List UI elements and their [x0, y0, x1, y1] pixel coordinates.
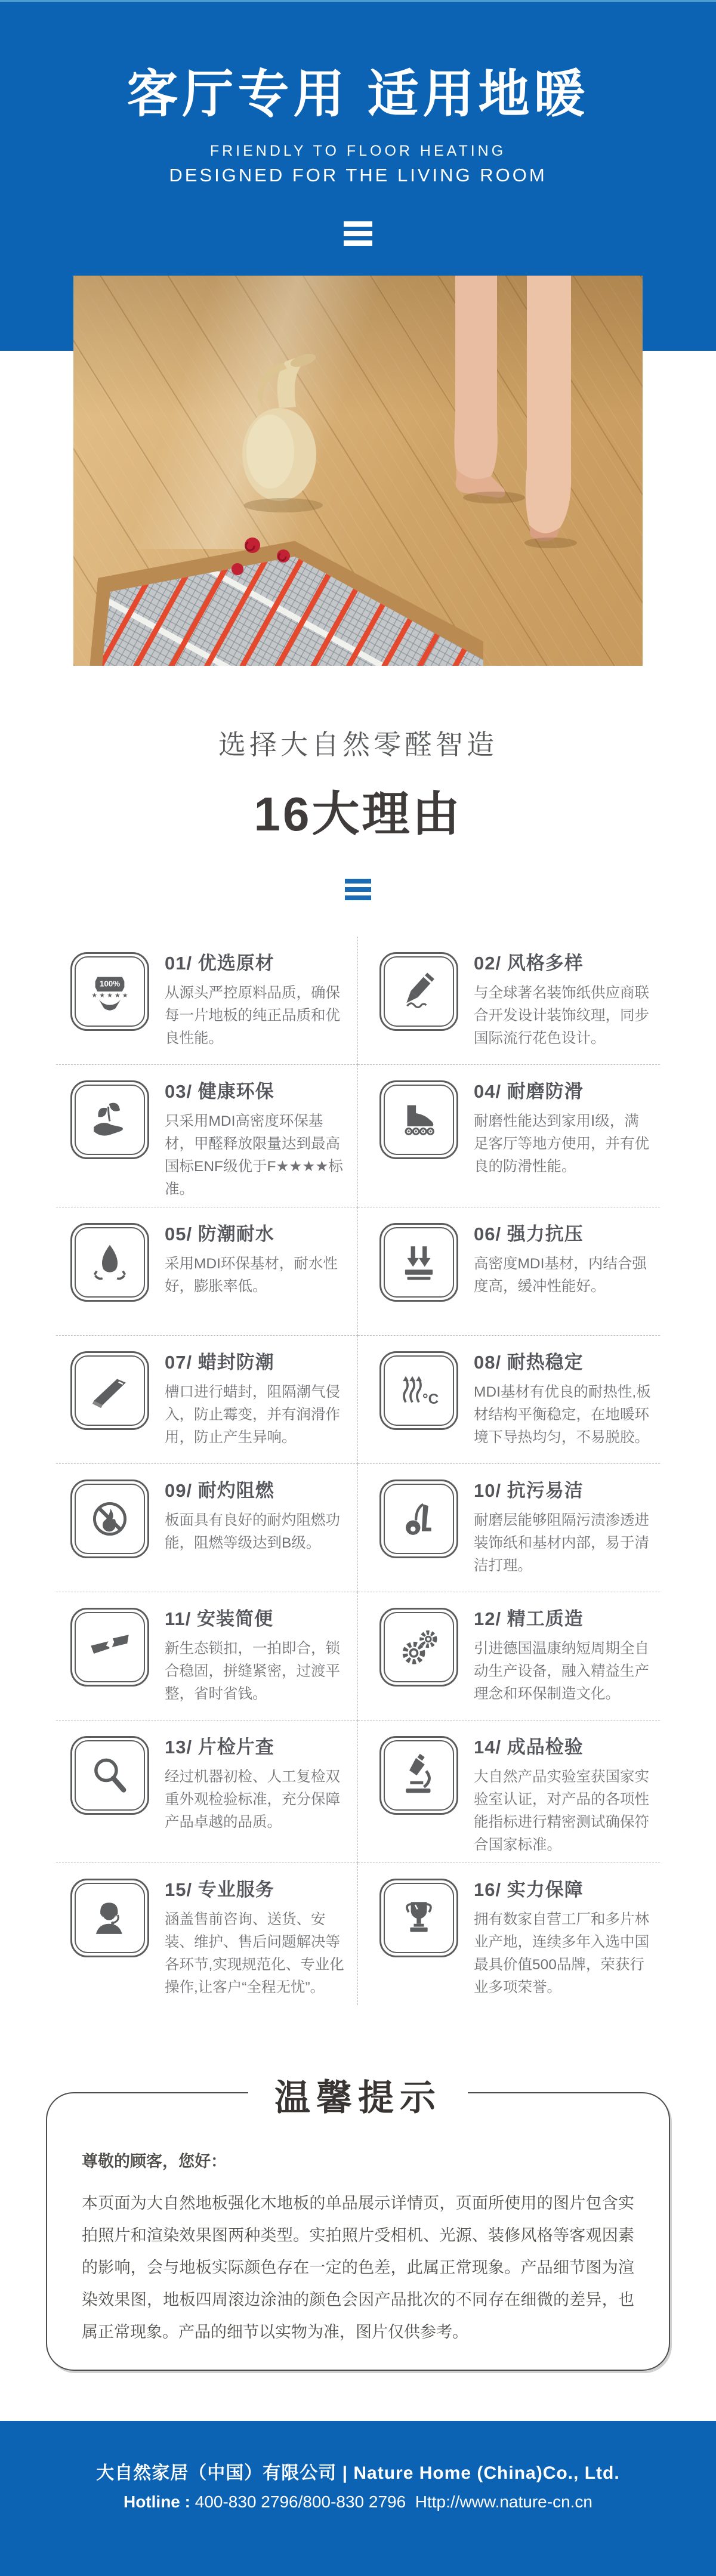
reason-description: 采用MDI环保基材，耐水性好，膨胀率低。: [165, 1256, 338, 1295]
footer-contact: [0, 2492, 716, 2512]
water-drop-icon: [75, 1227, 145, 1298]
product-photo: [73, 276, 643, 666]
reason-title: 15/ 专业服务: [165, 1879, 274, 1901]
reason-title: 11/ 安装简便: [165, 1608, 274, 1630]
trophy-icon: [384, 1883, 454, 1953]
notice-title: 温馨提示: [248, 2070, 468, 2121]
hamburger-divider-icon: [344, 217, 372, 250]
reason-description: 高密度MDI基材，内结合强度高，缓冲性能好。: [474, 1256, 647, 1295]
hamburger-divider-blue-icon: [345, 875, 371, 904]
reason-title: 10/ 抗污易洁: [474, 1480, 584, 1502]
reason-description: 耐磨性能达到家用Ⅰ级，满足客厅等地方使用，并有优良的防滑性能。: [474, 1113, 649, 1175]
no-fire-icon: [75, 1484, 145, 1554]
vacuum-icon: [384, 1484, 454, 1554]
reason-title: 06/ 强力抗压: [474, 1224, 584, 1245]
reason-item-12: [358, 1592, 660, 1721]
reason-item-01: [56, 937, 358, 1065]
microscope-icon: [384, 1740, 454, 1811]
notice-section: [0, 2005, 716, 2371]
reason-title: 05/ 防潮耐水: [165, 1224, 274, 1245]
notice-greeting: 尊敬的顾客，您好：: [82, 2152, 227, 2171]
reason-description: 从源头严控原料品质，确保每一片地板的纯正品质和优良性能。: [165, 985, 340, 1047]
jug-figure: [242, 351, 323, 512]
reason-description: 耐磨层能够阻隔污渍渗透进装饰纸和基材内部，易于清洁打理。: [474, 1512, 649, 1574]
reason-title: 13/ 片检片查: [165, 1737, 274, 1758]
reason-description: 经过机器初检、人工复检双重外观检验标准，充分保障产品卓越的品质。: [165, 1769, 340, 1831]
roller-skate-icon: [384, 1085, 454, 1155]
reason-item-11: [56, 1592, 358, 1721]
heat-temp-icon: [384, 1355, 454, 1426]
eco-hand-icon: [75, 1085, 145, 1155]
reason-title: 14/ 成品检验: [474, 1737, 584, 1758]
reason-title: 01/ 优选原材: [165, 953, 274, 974]
footer-website: Http://www.nature-cn.cn: [415, 2492, 592, 2512]
service-agent-icon: [75, 1883, 145, 1953]
gears-icon: [384, 1612, 454, 1682]
feet-figure: [454, 276, 577, 548]
page-subtitle-en-1: FRIENDLY TO FLOOR HEATING: [209, 143, 507, 159]
reason-description: 板面具有良好的耐灼阻燃功能，阻燃等级达到B级。: [165, 1512, 340, 1552]
svg-text:100%: 100%: [99, 979, 121, 989]
notice-box: [46, 2078, 670, 2371]
page-subtitle-en-2: DESIGNED FOR THE LIVING ROOM: [169, 165, 547, 186]
footer-hotline-number: 400-830 2796/800-830 2796: [195, 2492, 406, 2512]
footer: [0, 2421, 716, 2576]
svg-text:°C: °C: [422, 1391, 439, 1408]
reason-item-09: [56, 1464, 358, 1592]
footer-company: 大自然家居（中国）有限公司 | Nature Home (China)Co., Ltd.: [96, 2463, 620, 2484]
reason-item-03: [56, 1065, 358, 1207]
reason-title: 08/ 耐热稳定: [474, 1352, 584, 1373]
reasons-intro: [0, 666, 716, 937]
reason-item-04: [358, 1065, 660, 1207]
reason-description: 引进德国温康纳短周期全自动生产设备，融入精益生产理念和环保制造文化。: [474, 1641, 649, 1703]
wax-plank-icon: [75, 1355, 145, 1426]
reason-item-14: [358, 1721, 660, 1863]
reason-description: MDI基材有优良的耐热性,板材结构平衡稳定，在地暖环境下导热均匀，不易脱胶。: [474, 1384, 651, 1446]
reason-description: 大自然产品实验室获国家实验室认证，对产品的各项性能指标进行精密测试确保符合国家标准。: [474, 1769, 649, 1854]
reason-description: 槽口进行蜡封，阻隔潮气侵入，防止霉变，并有润滑作用，防止产生异响。: [165, 1384, 340, 1446]
intro-subtitle: 16大理由: [254, 787, 462, 841]
reason-title: 16/ 实力保障: [474, 1879, 584, 1901]
magnifier-icon: [75, 1740, 145, 1811]
badge-100-icon: [75, 956, 145, 1027]
intro-title: 选择大自然零醛智造: [218, 729, 498, 760]
reason-title: 04/ 耐磨防滑: [474, 1081, 584, 1102]
reason-description: 与全球著名装饰纸供应商联合开发设计装饰纹理，同步国际流行花色设计。: [474, 985, 649, 1047]
reason-title: 09/ 耐灼阻燃: [165, 1480, 274, 1502]
reason-title: 02/ 风格多样: [474, 953, 584, 974]
reason-item-07: [56, 1336, 358, 1464]
click-lock-icon: [75, 1612, 145, 1682]
reason-description: 新生态锁扣，一拍即合，锁合稳固，拼缝紧密，过渡平整，省时省钱。: [165, 1641, 340, 1703]
reason-description: 涵盖售前咨询、送货、安装、维护、售后问题解决等各环节,实现规范化、专业化操作,让客户“全程无忧”。: [165, 1911, 344, 1996]
rose-petals: [232, 538, 290, 575]
reason-item-08: [358, 1336, 660, 1464]
reason-title: 12/ 精工质造: [474, 1608, 584, 1630]
reason-item-05: [56, 1207, 358, 1336]
reason-item-10: [358, 1464, 660, 1592]
svg-text:★ ★ ★ ★ ★: ★ ★ ★ ★ ★: [91, 992, 128, 999]
reasons-grid: [56, 937, 660, 2005]
footer-hotline-label: Hotline :: [123, 2492, 190, 2512]
reason-item-02: [358, 937, 660, 1065]
photo-overlay-figures: [73, 276, 643, 666]
pencil-icon: [384, 956, 454, 1027]
compress-arrows-icon: [384, 1227, 454, 1298]
reason-title: 03/ 健康环保: [165, 1081, 274, 1102]
reason-title: 07/ 蜡封防潮: [165, 1352, 274, 1373]
reason-item-13: [56, 1721, 358, 1863]
notice-body: 本页面为大自然地板强化木地板的单品展示详情页，页面所使用的图片包含实拍照片和渲染效果图两种类型。实拍照片受相机、光源、装修风格等客观因素的影响，会与地板实际颜色存在一定的色差，此属正常现象。产品细节图为渲染效果图，地板四周滚边涂油的颜色会因产品批次的不同存在细微的差异，也属正常现象。产品的细节以实物为准，图片仅供参考。: [82, 2194, 634, 2342]
reason-item-16: [358, 1863, 660, 2005]
reason-description: 只采用MDI高密度环保基材，甲醛释放限量达到最高国标ENF级优于F★★★★标准。: [165, 1113, 343, 1198]
reason-item-15: [56, 1863, 358, 2005]
reason-description: 拥有数家自营工厂和多片林业产地，连续多年入选中国最具价值500品牌，荣获行业多项荣誉。: [474, 1911, 649, 1996]
reason-item-06: [358, 1207, 660, 1336]
page-title: 客厅专用 适用地暖: [126, 66, 590, 123]
